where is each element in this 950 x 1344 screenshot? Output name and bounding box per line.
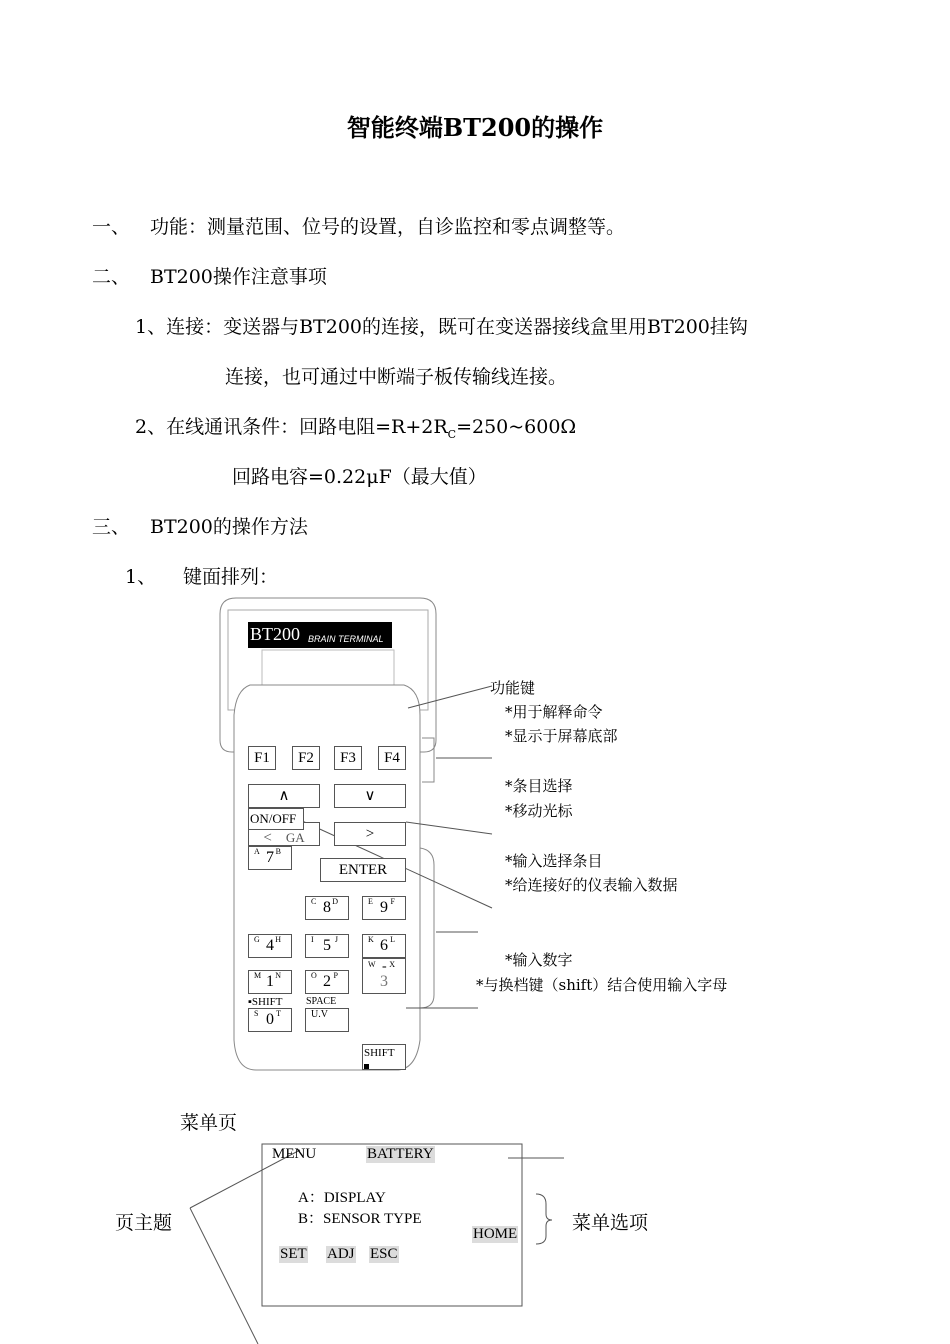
key-1-left: M	[254, 971, 262, 980]
key-7-right: B	[275, 847, 281, 856]
on-off-key[interactable]: ON/OFF	[248, 808, 304, 830]
uv-label: U.V	[311, 1009, 328, 1020]
key-7-main: 7	[266, 849, 274, 866]
key-8-main: 8	[323, 899, 331, 916]
key-3-left: W	[368, 960, 376, 969]
func-desc-a: *用于解释命令	[505, 703, 603, 721]
key-3[interactable]	[362, 958, 406, 994]
key-6-main: 6	[380, 937, 388, 954]
set-label[interactable]: SET	[280, 1246, 307, 1262]
key-1-right: N	[275, 971, 281, 980]
key-2[interactable]	[305, 970, 349, 994]
key-9-main: 9	[380, 899, 388, 916]
key-7-left: A	[254, 847, 260, 856]
section2-item1-line1: 1、连接：变送器与BT200的连接，既可在变送器接线盒里用BT200挂钩	[135, 316, 748, 338]
device-display	[248, 622, 392, 648]
left-key-label: <	[263, 830, 272, 846]
key-6[interactable]	[362, 934, 406, 958]
select-desc-b: *移动光标	[505, 802, 573, 820]
select-desc-a: *条目选择	[505, 777, 573, 795]
section1-number: 一、	[92, 216, 131, 238]
key-5-left: I	[311, 935, 314, 944]
ga-label: GA	[285, 830, 305, 845]
page-theme-label: 页主题	[115, 1212, 173, 1234]
section2-number: 二、	[92, 266, 131, 288]
section2-item2-line2: 回路电容=0.22μF（最大值）	[232, 466, 487, 488]
key-9-right: F	[390, 897, 395, 906]
menu-option-b[interactable]: B：SENSOR TYPE	[298, 1211, 422, 1227]
section2-item2-line1: 2、在线通讯条件：回路电阻$=R+2R_C=250\sim 600\Omega$	[135, 416, 577, 441]
key-1[interactable]	[248, 970, 292, 994]
space-key[interactable]	[305, 1008, 349, 1032]
shift-key[interactable]	[362, 1044, 406, 1070]
key-0-main: 0	[266, 1011, 274, 1028]
enter-desc-a: *输入选择条目	[505, 852, 603, 870]
section3-sub1-number: 1、	[125, 566, 157, 588]
key-5-right: J	[334, 935, 338, 944]
space-label: SPACE	[306, 996, 337, 1007]
f2-key[interactable]: F2	[292, 746, 320, 770]
key-8-right: D	[332, 897, 338, 906]
key-3-main: 3	[380, 973, 388, 990]
key-9-left: E	[368, 897, 373, 906]
shift-label: ▪SHIFT	[248, 996, 283, 1008]
key-4[interactable]	[248, 934, 292, 958]
section2-heading: BT200操作注意事项	[150, 266, 327, 288]
section2-item1-line2: 连接，也可通过中断端子板传输线连接。	[225, 366, 568, 388]
f4-key[interactable]: F4	[378, 746, 406, 770]
section3-number: 三、	[92, 516, 131, 538]
key-3-right: X	[389, 960, 395, 969]
key-0[interactable]	[248, 1008, 292, 1032]
key-4-right: H	[275, 935, 281, 944]
menu-page-caption: 菜单页	[180, 1112, 238, 1134]
key-4-main: 4	[266, 937, 274, 954]
enter-desc-b: *给连接好的仪表输入数据	[505, 876, 678, 894]
key-2-left: O	[311, 971, 317, 980]
shift-key-marker	[364, 1064, 369, 1069]
adj-label[interactable]: ADJ	[327, 1246, 355, 1262]
home-label[interactable]: HOME	[473, 1226, 518, 1242]
key-0-right: T	[276, 1009, 281, 1018]
esc-label[interactable]: ESC	[370, 1246, 398, 1262]
brand-sub-label: BRAIN TERMINAL	[308, 634, 384, 644]
section3-sub1-text: 键面排列：	[183, 566, 279, 588]
battery-label: BATTERY	[367, 1146, 434, 1162]
key-3-mid: -	[382, 959, 387, 974]
key-8-left: C	[311, 897, 317, 906]
brand-label: BT200	[250, 624, 301, 644]
key-4-left: G	[254, 935, 260, 944]
menu-option-a[interactable]: A：DISPLAY	[298, 1190, 386, 1206]
numeric-desc-b: *与换档键（shift）结合使用输入字母	[476, 976, 728, 994]
key-2-right: P	[333, 971, 338, 980]
func-desc-b: *显示于屏幕底部	[505, 727, 618, 745]
key-8[interactable]	[305, 896, 349, 920]
f1-key[interactable]: F1	[248, 746, 276, 770]
page-title: 智能终端BT200的操作	[346, 113, 604, 142]
section3-heading: BT200的操作方法	[150, 516, 308, 538]
key-7[interactable]	[248, 846, 292, 870]
key-9[interactable]	[362, 896, 406, 920]
func-key-label: 功能键	[490, 679, 536, 697]
menu-title: MENU	[272, 1146, 317, 1162]
section1-text: 功能：测量范围、位号的设置，自诊监控和零点调整等。	[150, 216, 626, 238]
up-key[interactable]: ∧	[248, 784, 320, 808]
key-5-main: 5	[323, 937, 331, 954]
f3-key[interactable]: F3	[334, 746, 362, 770]
numeric-desc-a: *输入数字	[505, 951, 573, 969]
key-6-left: K	[368, 935, 374, 944]
key-6-right: L	[390, 935, 395, 944]
right-key[interactable]: >	[334, 822, 406, 846]
shift-key-label: SHIFT	[364, 1047, 395, 1059]
menu-options-label: 菜单选项	[572, 1212, 649, 1234]
key-2-main: 2	[323, 973, 331, 990]
key-1-main: 1	[266, 973, 274, 990]
key-5[interactable]	[305, 934, 349, 958]
down-key[interactable]: ∨	[334, 784, 406, 808]
enter-key[interactable]: ENTER	[320, 858, 406, 882]
key-0-left: S	[254, 1009, 259, 1018]
